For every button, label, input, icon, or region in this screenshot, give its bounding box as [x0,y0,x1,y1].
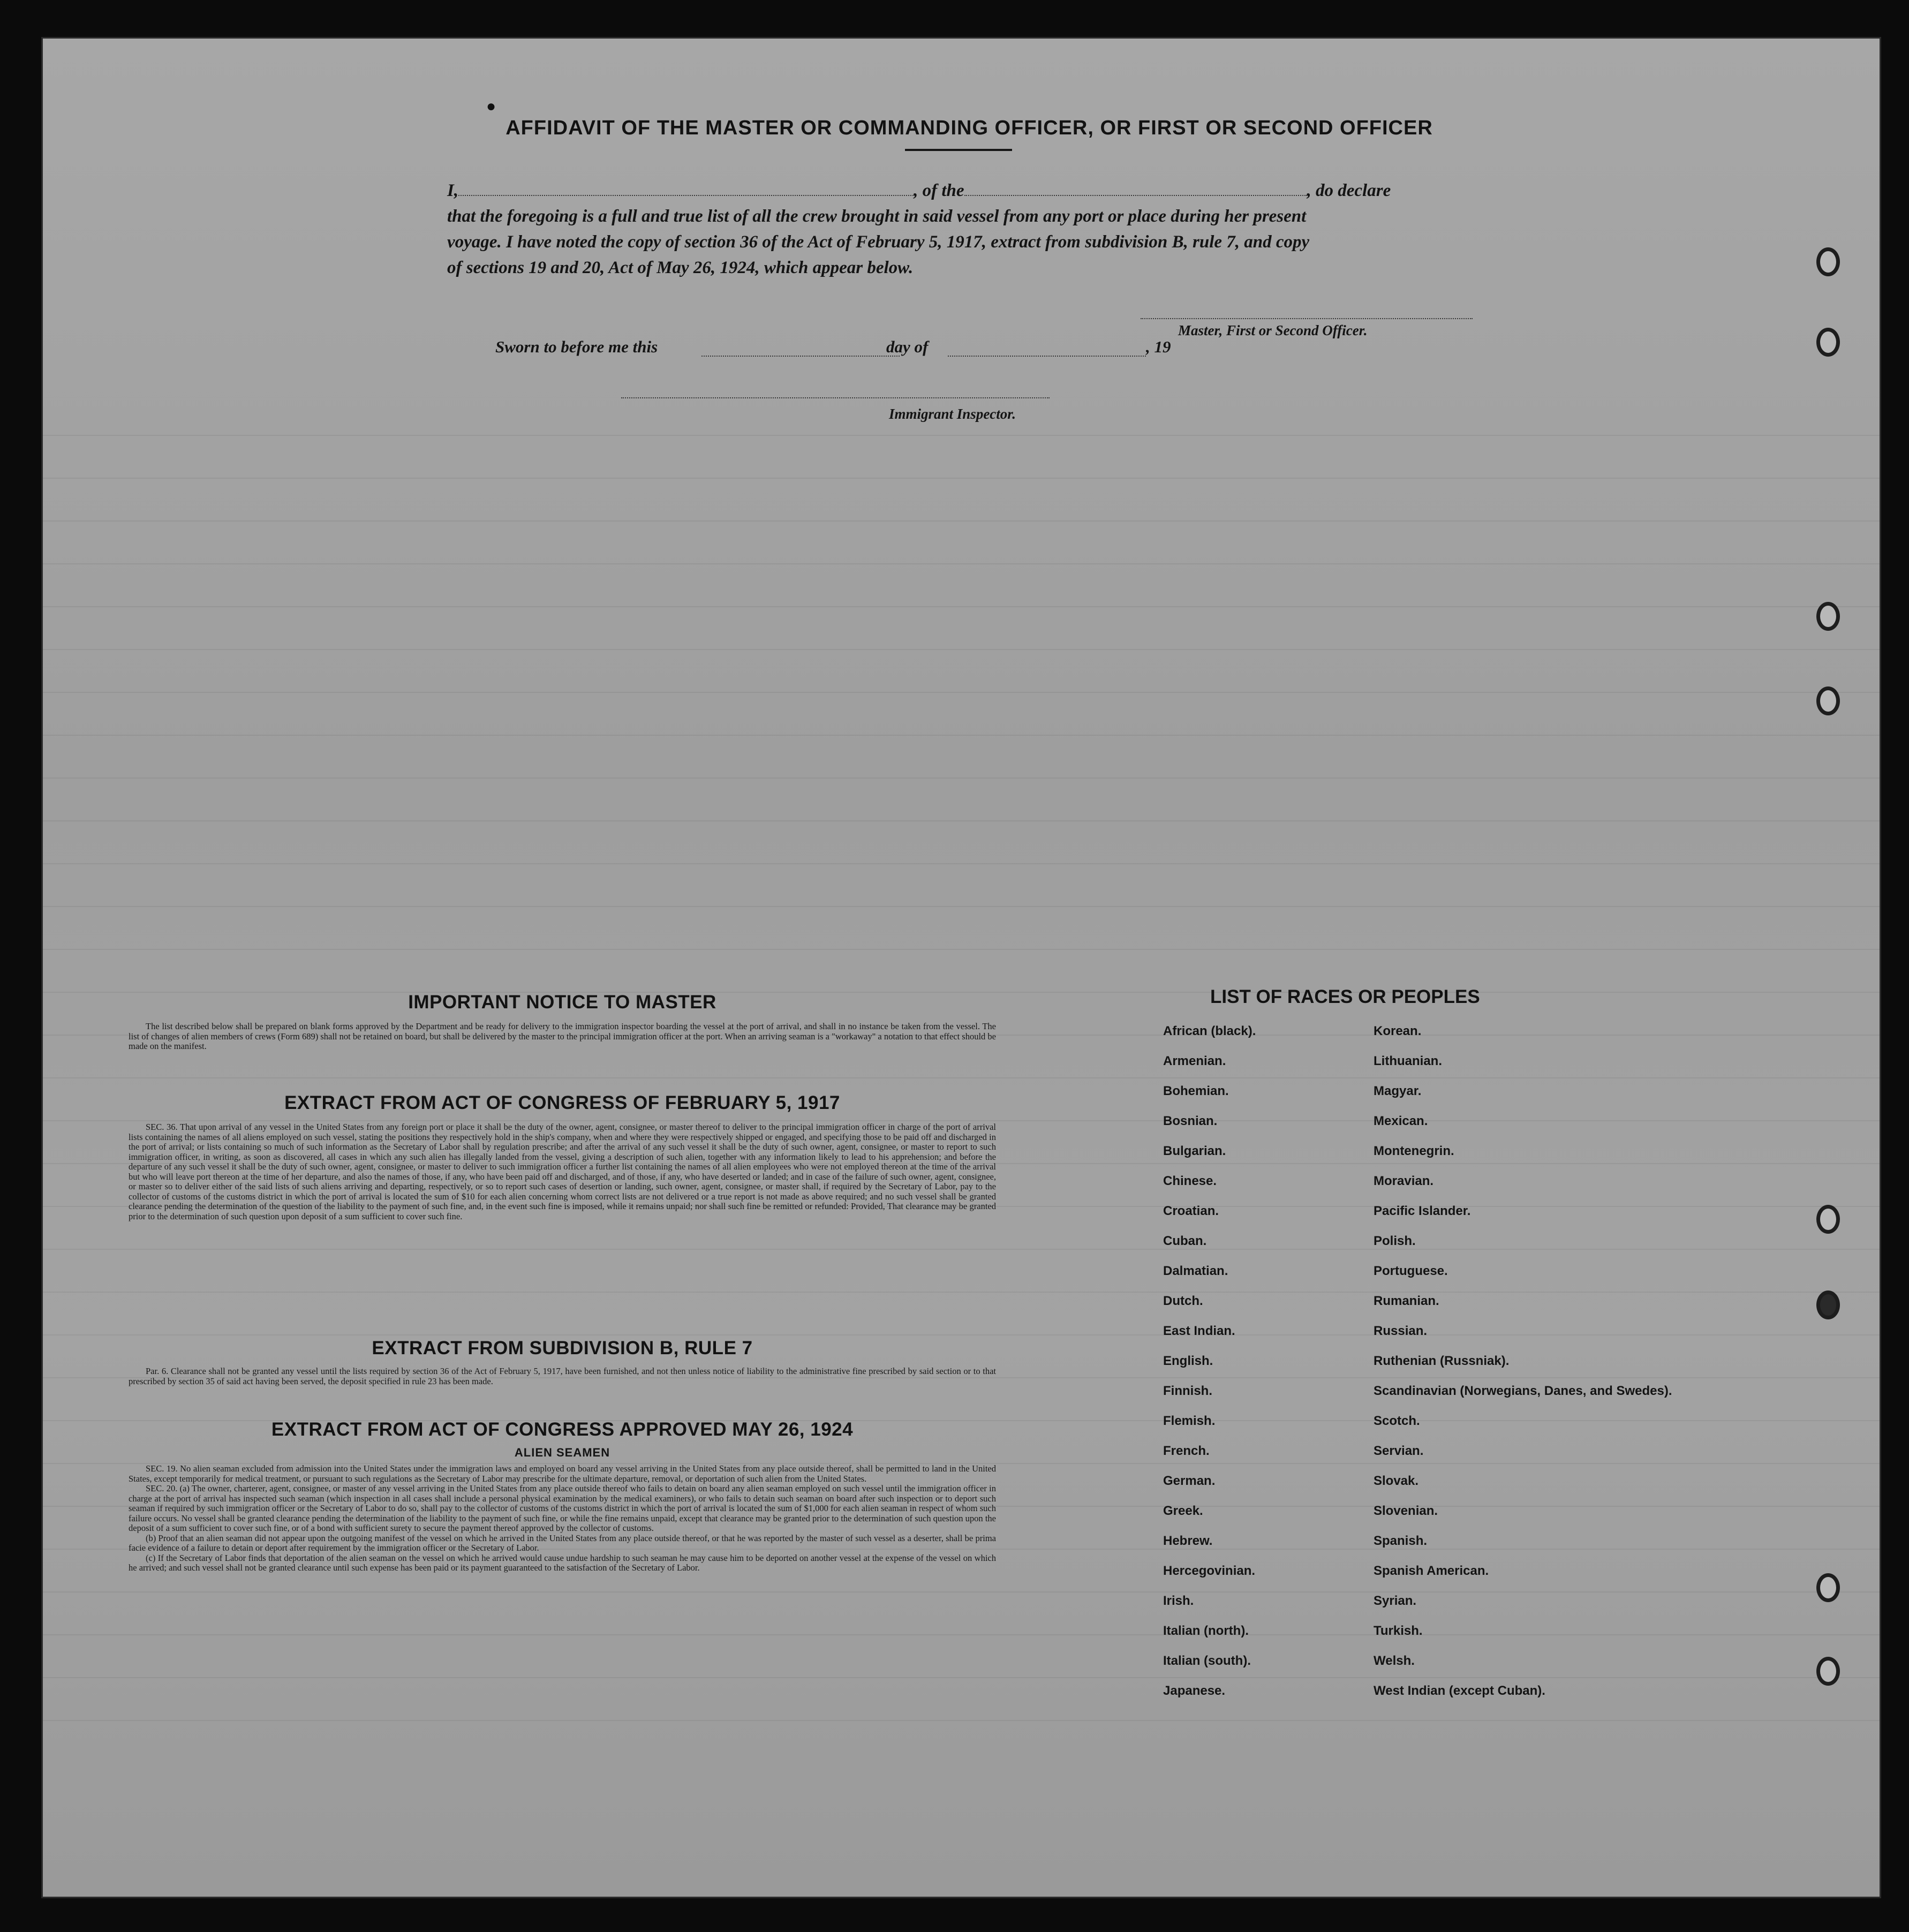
affidavit-text [447,178,1540,281]
binder-hole [1816,1657,1840,1686]
race-item-right: Slovenian. [1374,1504,1438,1518]
race-item-left: English. [1163,1354,1213,1368]
extract-1924-title: EXTRACT FROM ACT OF CONGRESS APPROVED MAY 26, 1924 [271,1419,854,1440]
race-item-left: Croatian. [1163,1204,1219,1218]
race-item-left: Italian (south). [1163,1654,1251,1668]
extract-1924-text: SEC. 19. No alien seaman excluded from admission into the United States under the immigration laws and employed on board any vessel arriving in the United States from any place outside thereof, shall be permitted to land in the United States, except temporarily for medical treatment, or pursuant to such regulations as the Secretary of Labor may prescribe for the ultimate departure, removal, or deportation of such alien from the United States. SEC. 20. (a) The owner, charterer, agent, consignee, or master of any vessel arriving in the United States from any place outside thereof who fails to detain on board any alien seaman employed on such vessel until the immigration officer in charge at the port of arrival has inspected such seaman (which inspection in all cases shall include a personal physical examination by the medical examiners), or who fails to detain such seaman on board after such inspection or to deport such seaman if required by such immigration officer or the Secretary of Labor to do so, shall pay to the collector of customs of the customs district in which the port of arrival is located the sum of $1,000 for each alien seaman in respect of whom such failure occurs. No vessel shall be granted clearance pending the determination of the liability to the payment of such fine, or while the fine remains unpaid, except that clearance may be granted prior to the determination of such question upon the deposit of a sum sufficient to cover such fine, or of a bond with sufficient surety to secure the payment thereof approved by the collector of customs. (b) Proof that an alien seaman did not appear upon the outgoing manifest of the vessel on which he arrived in the United States from any place outside thereof, or that he was reported by the master of such vessel as a deserter, shall be prima facie evidence of a failure to detain or deport after requirement by the immigration officer or the Secretary of Labor. (c) If the Secretary of Labor finds that deportation of the alien seaman on the vessel on which he arrived would cause undue hardship to such seaman he may cause him to be deported on another vessel at the expense of the vessel on which he arrived; and such vessel shall not be granted clearance until such expense has been paid or its payment guaranteed to the satisfaction of the Secretary of Labor. [129,1463,996,1573]
race-item-left: Italian (north). [1163,1624,1249,1638]
extract-1917-text: SEC. 36. That upon arrival of any vessel in the United States from any foreign port or place it shall be the duty of the owner, agent, consignee, or master thereof to deliver to the principal immigration officer in charge of the port of arrival lists containing the names of all aliens employed on such vessel, stating the positions they respectively hold in the ship's company, when and where they were respectively shipped or engaged, and specifying those to be paid off and discharged in the port of arrival; or lists containing so much of such information as the Secretary of Labor shall by regulation prescribe; and after the arrival of any such vessel it shall be the duty of such owner, agent, consignee, or master to report to such immigration officer, in writing, as soon as discovered, all cases in which any such alien has illegally landed from the vessel, giving a description of such alien, together with any information likely to lead to his apprehension; and before the departure of any such vessel it shall be the duty of such owner, agent, consignee, or master to deliver to such immigration officer a further list containing the names of all alien employees who were not employed thereon at the time of the arrival but who will leave port thereon at the time of her departure, and also the names of those, if any, who have been paid off and discharged, and of those, if any, who have deserted or landed; and in case of the failure of such owner, agent, consignee, or master so to deliver either of the said lists of such aliens arriving and departing, respectively, or so to report such cases of desertion or landing, such owner, agent, consignee, or master shall, if required by the Secretary of Labor, pay to the collector of customs of the customs district in which the port of arrival is located the sum of $10 for each alien concerning whom correct lists are not delivered or a true report is not made as above required; and no such vessel shall be granted clearance pending the determination of the question of the liability to the payment of such fine, and, in the event such fine is imposed, while it remains unpaid; nor shall such fine be remitted or refunded: Provided, That clearance may be granted prior to the determination of such question upon deposit of a sum sufficient to cover such fine. [129,1122,996,1221]
race-item-left: French. [1163,1444,1210,1458]
race-item-right: Welsh. [1374,1654,1415,1668]
inspector-label: Immigrant Inspector. [889,406,1016,422]
race-item-left: African (black). [1163,1024,1256,1038]
inspector-signature-line[interactable] [621,396,1050,398]
race-item-left: Dalmatian. [1163,1264,1228,1278]
binder-hole [1816,1205,1840,1234]
race-item-left: Hebrew. [1163,1534,1213,1548]
race-item-right: Pacific Islander. [1374,1204,1471,1218]
alien-seamen-subtitle: ALIEN SEAMEN [514,1446,610,1459]
corner-mark: ● [486,97,496,115]
race-item-left: Bohemian. [1163,1084,1229,1098]
race-item-right: Mexican. [1374,1114,1428,1128]
race-item-left: Bosnian. [1163,1114,1218,1128]
vessel-field[interactable] [964,180,1307,196]
races-title: LIST OF RACES OR PEOPLES [1210,986,1480,1007]
race-item-left: Finnish. [1163,1384,1212,1398]
race-item-right: Korean. [1374,1024,1422,1038]
race-item-right: Spanish American. [1374,1564,1489,1578]
name-field[interactable] [458,180,914,196]
race-item-left: Dutch. [1163,1294,1203,1308]
race-item-right: Polish. [1374,1234,1416,1248]
race-item-right: Portuguese. [1374,1264,1448,1278]
day-of-label: day of [886,337,929,356]
rule-7-title: EXTRACT FROM SUBDIVISION B, RULE 7 [372,1338,753,1359]
binder-hole [1816,686,1840,715]
race-item-left: Japanese. [1163,1684,1226,1698]
sworn-month-field[interactable] [948,354,1146,357]
race-item-left: Hercegovinian. [1163,1564,1256,1578]
race-item-left: Chinese. [1163,1174,1217,1188]
notice-title: IMPORTANT NOTICE TO MASTER [408,992,716,1013]
affidavit-line-3: voyage. I have noted the copy of section 36 of the Act of February 5, 1917, extract from subdivision B, rule 7, and copy [447,232,1310,252]
race-item-right: Servian. [1374,1444,1424,1458]
race-item-left: East Indian. [1163,1324,1235,1338]
race-item-left: German. [1163,1474,1216,1488]
binder-hole [1816,328,1840,357]
affidavit-line-2: that the foregoing is a full and true list of all the crew brought in said vessel from any port or place during her present [447,207,1307,226]
race-item-right: Scotch. [1374,1414,1420,1428]
notice-text: The list described below shall be prepared on blank forms approved by the Department and be ready for delivery to the immigration inspector boarding the vessel at the port of arrival, and shall in no instance be taken from the vessel. The list of changes of alien members of crews (Form 689) shall not be retained on board, but shall be delivered by the master to the principal immigration officer at the port. When an arriving seaman is a "workaway" a notation to that effect should be made on the manifest. [129,1021,996,1051]
race-item-right: Lithuanian. [1374,1054,1442,1068]
race-item-left: Irish. [1163,1594,1194,1608]
race-item-right: West Indian (except Cuban). [1374,1684,1545,1698]
affidavit-line-4: of sections 19 and 20, Act of May 26, 1924, which appear below. [447,258,914,277]
race-item-right: Scandinavian (Norwegians, Danes, and Swedes). [1374,1384,1672,1398]
affidavit-title: AFFIDAVIT OF THE MASTER OR COMMANDING OFFICER, OR FIRST OR SECOND OFFICER [505,117,1433,139]
title-underline [905,149,1012,151]
race-item-right: Russian. [1374,1324,1428,1338]
race-item-left: Bulgarian. [1163,1144,1226,1158]
races-right-column [1374,1024,1672,1714]
race-item-right: Turkish. [1374,1624,1423,1638]
race-item-right: Syrian. [1374,1594,1417,1608]
sworn-label: Sworn to before me this [495,337,658,356]
race-item-left: Flemish. [1163,1414,1216,1428]
sworn-day-field[interactable] [701,354,900,357]
binder-hole [1816,247,1840,276]
master-signature-line[interactable] [1141,317,1473,319]
binder-hole [1816,1573,1840,1602]
race-item-right: Ruthenian (Russniak). [1374,1354,1510,1368]
binder-hole [1816,602,1840,631]
manifest-sheet [43,39,1880,1897]
rule-7-text: Par. 6. Clearance shall not be granted any vessel until the lists required by section 36 of the Act of February 5, 1917, have been furnished, and not then unless notice of liability to the administrative fine prescribed by said section or to that prescribed by section 35 of said act having been served, the deposit specified in rule 23 has been made. [129,1366,996,1386]
year-prefix: , 19 [1146,337,1171,356]
race-item-right: Spanish. [1374,1534,1428,1548]
master-label: Master, First or Second Officer. [1178,322,1368,338]
race-item-right: Moravian. [1374,1174,1434,1188]
race-item-right: Rumanian. [1374,1294,1439,1308]
race-item-right: Magyar. [1374,1084,1422,1098]
binder-hole [1816,1290,1840,1319]
race-item-right: Montenegrin. [1374,1144,1454,1158]
race-item-left: Greek. [1163,1504,1203,1518]
race-item-left: Armenian. [1163,1054,1226,1068]
extract-1917-title: EXTRACT FROM ACT OF CONGRESS OF FEBRUARY 5, 1917 [284,1092,840,1113]
affidavit-line-1: I, , of the , do declare [447,181,1391,200]
race-item-right: Slovak. [1374,1474,1419,1488]
races-left-column [1163,1024,1367,1714]
race-item-left: Cuban. [1163,1234,1207,1248]
